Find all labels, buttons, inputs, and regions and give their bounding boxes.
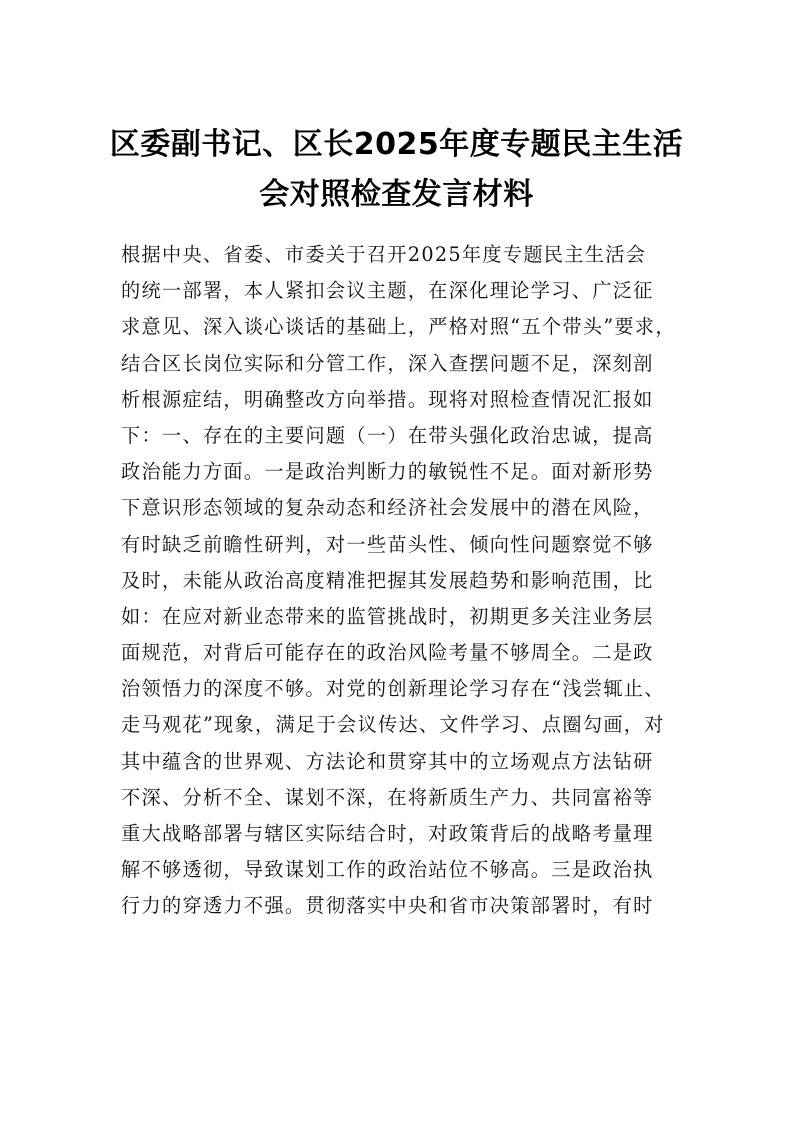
body-line: 行力的穿透力不强。贯彻落实中央和省市决策部署时，有时 [121, 894, 654, 918]
body-line: 的统一部署，本人紧扣会议主题，在深化理论学习、广泛征 [121, 279, 654, 303]
body-line: 不深、分析不全、谋划不深，在将新质生产力、共同富裕等 [121, 785, 654, 809]
body-line: 有时缺乏前瞻性研判，对一些苗头性、倾向性问题察觉不够 [121, 532, 654, 556]
body-line: 及时，未能从政治高度精准把握其发展趋势和影响范围，比 [121, 568, 654, 592]
document-title: 区委副书记、区长2025年度专题民主生活会对照检查发言材料 [109, 127, 684, 212]
body-line: 析根源症结，明确整改方向举措。现将对照检查情况汇报如 [121, 387, 654, 411]
body-line: 其中蕴含的世界观、方法论和贯穿其中的立场观点方法钻研 [121, 749, 654, 773]
body-line: 政治能力方面。一是政治判断力的敏锐性不足。面对新形势 [121, 460, 654, 484]
body-line: 下：一、存在的主要问题（一）在带头强化政治忠诚，提高 [121, 423, 654, 447]
body-line: 治领悟力的深度不够。对党的创新理论学习存在“浅尝辄止、 [121, 677, 665, 701]
document-body [121, 237, 677, 925]
body-line: 重大战略部署与辖区实际结合时，对政策背后的战略考量理 [121, 822, 654, 845]
body-line: 下意识形态领域的复杂动态和经济社会发展中的潜在风险， [121, 496, 654, 520]
body-line: 结合区长岗位实际和分管工作，深入查摆问题不足，深刻剖 [121, 351, 654, 375]
body-line: 走马观花”现象，满足于会议传达、文件学习、点圈勾画，对 [121, 713, 665, 737]
body-line: 求意见、深入谈心谈话的基础上，严格对照“五个带头”要求， [121, 315, 676, 339]
body-line: 如：在应对新业态带来的监管挑战时，初期更多关注业务层 [121, 604, 654, 628]
body-line: 面规范，对背后可能存在的政治风险考量不够周全。二是政 [121, 641, 654, 665]
body-line: 根据中央、省委、市委关于召开2025年度专题民主生活会 [121, 243, 647, 266]
body-line: 解不够透彻，导致谋划工作的政治站位不够高。三是政治执 [121, 858, 654, 882]
